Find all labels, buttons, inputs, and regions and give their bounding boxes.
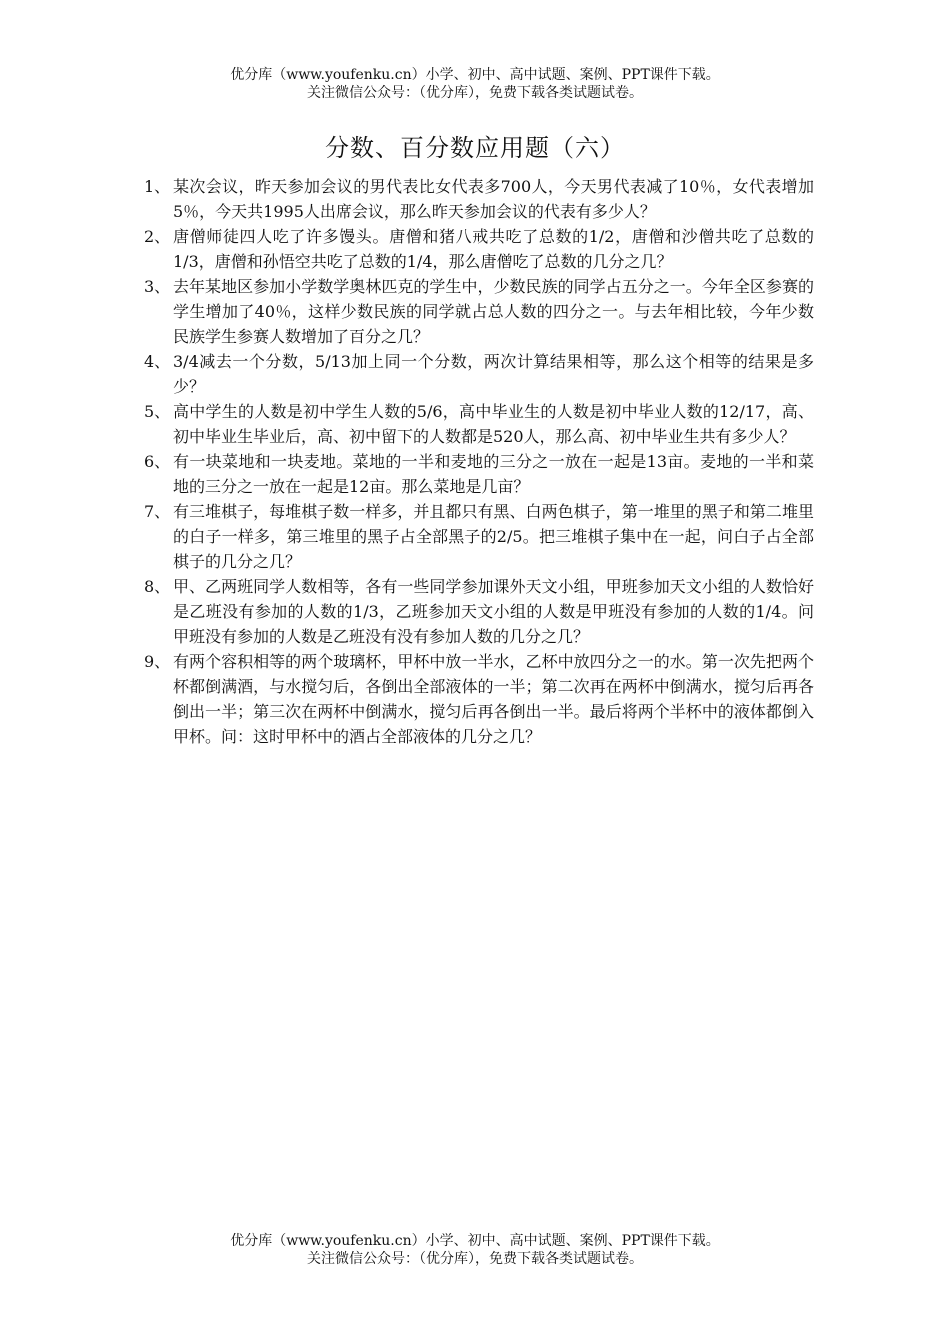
problem-number: 4、 — [144, 352, 171, 371]
problem-item — [144, 499, 814, 574]
page-footer — [0, 1232, 950, 1268]
problem-number: 3、 — [144, 277, 171, 296]
problem-text: 3/4减去一个分数，5/13加上同一个分数，两次计算结果相等，那么这个相等的结果是多少？ — [173, 352, 814, 396]
problem-number: 7、 — [144, 502, 171, 521]
problem-item — [144, 224, 814, 274]
problem-text: 唐僧师徒四人吃了许多馒头。唐僧和猪八戒共吃了总数的1/2，唐僧和沙僧共吃了总数的1/3，唐僧和孙悟空共吃了总数的1/4，那么唐僧吃了总数的几分之几？ — [173, 227, 814, 271]
header-line-2: 关注微信公众号：（优分库），免费下载各类试题试卷。 — [307, 85, 643, 101]
problem-list — [144, 174, 814, 749]
problem-text: 甲、乙两班同学人数相等，各有一些同学参加课外天文小组，甲班参加天文小组的人数恰好是乙班没有参加的人数的1/3，乙班参加天文小组的人数是甲班没有参加的人数的1/4。问甲班没有参加的人数是乙班没有没有参加人数的几分之几？ — [173, 577, 814, 646]
problem-text: 有三堆棋子，每堆棋子数一样多，并且都只有黑、白两色棋子，第一堆里的黑子和第二堆里的白子一样多，第三堆里的黑子占全部黑子的2/5。把三堆棋子集中在一起，问白子占全部棋子的几分之几？ — [173, 502, 814, 571]
header-line-1: 优分库（www.youfenku.cn）小学、初中、高中试题、案例、PPT课件下载。 — [230, 67, 720, 83]
problem-item — [144, 349, 814, 399]
problem-item — [144, 399, 814, 449]
problem-item — [144, 274, 814, 349]
problem-text: 有两个容积相等的两个玻璃杯，甲杯中放一半水，乙杯中放四分之一的水。第一次先把两个杯都倒满酒，与水搅匀后，各倒出全部液体的一半；第二次再在两杯中倒满水，搅匀后再各倒出一半；第三次在两杯中倒满水，搅匀后再各倒出一半。最后将两个半杯中的液体都倒入甲杯。问：这时甲杯中的酒占全部液体的几分之几？ — [173, 652, 814, 746]
problem-number: 9、 — [144, 652, 171, 671]
problem-item — [144, 449, 814, 499]
problem-number: 2、 — [144, 227, 171, 246]
footer-line-2: 关注微信公众号：（优分库），免费下载各类试题试卷。 — [307, 1251, 643, 1267]
problem-text: 高中学生的人数是初中学生人数的5/6，高中毕业生的人数是初中毕业人数的12/17，高、初中毕业生毕业后，高、初中留下的人数都是520人，那么高、初中毕业生共有多少人？ — [173, 402, 814, 446]
problem-number: 5、 — [144, 402, 171, 421]
document-title: 分数、百分数应用题（六） — [325, 134, 625, 162]
problem-text: 某次会议，昨天参加会议的男代表比女代表多700人，今天男代表减了10％，女代表增加5％，今天共1995人出席会议，那么昨天参加会议的代表有多少人？ — [173, 177, 814, 221]
problem-text: 去年某地区参加小学数学奥林匹克的学生中，少数民族的同学占五分之一。今年全区参赛的学生增加了40％，这样少数民族的同学就占总人数的四分之一。与去年相比较，今年少数民族学生参赛人数增加了百分之几？ — [173, 277, 814, 346]
problem-item — [144, 649, 814, 749]
footer-line-1: 优分库（www.youfenku.cn）小学、初中、高中试题、案例、PPT课件下载。 — [230, 1233, 720, 1249]
problem-number: 8、 — [144, 577, 171, 596]
problem-item — [144, 574, 814, 649]
problem-number: 1、 — [144, 177, 171, 196]
problem-text: 有一块菜地和一块麦地。菜地的一半和麦地的三分之一放在一起是13亩。麦地的一半和菜地的三分之一放在一起是12亩。那么菜地是几亩？ — [173, 452, 814, 496]
problem-item — [144, 174, 814, 224]
problem-number: 6、 — [144, 452, 171, 471]
page-header — [0, 66, 950, 102]
